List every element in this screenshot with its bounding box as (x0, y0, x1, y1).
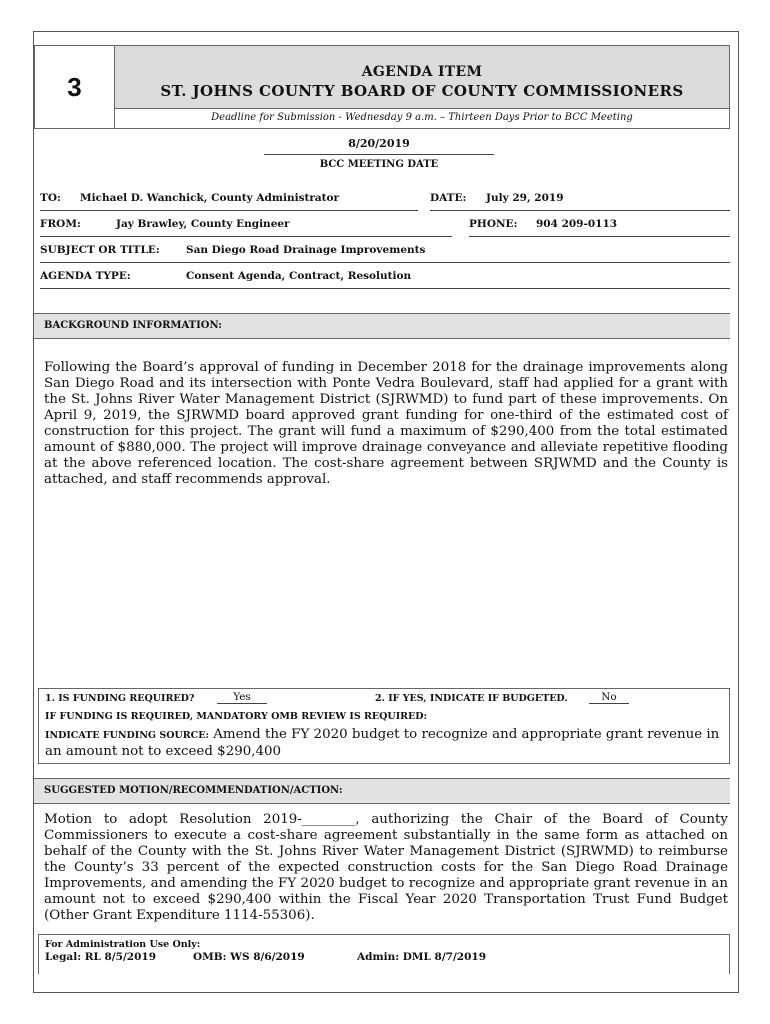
background-heading: BACKGROUND INFORMATION: (34, 313, 730, 339)
admin-legal: Legal: RL 8/5/2019 (45, 951, 156, 963)
funding-question-2: 2. IF YES, INDICATE IF BUDGETED. (375, 693, 568, 704)
background-text: Following the Board’s approval of funding in December 2018 for the drainage improvements along San Diego Road and its intersection with Ponte Vedra Boulevard, staff had applied for a grant with the St. Johns River Water Management District (SJRWMD) to fund part of these improvements. On April 9, 2019, the SJRWMD board approved grant funding for one-third of the estimated cost of construction for this project. The grant will fund a maximum of $290,400 from the total estimated amount of $880,000. The project will improve drainage conveyance and alleviate repetitive flooding at the above referenced location. The cost-share agreement between SRJWMD and the County is attached, and staff recommends approval. (44, 360, 728, 487)
deadline-note: Deadline for Submission - Wednesday 9 a.m. – Thirteen Days Prior to BCC Meeting (211, 112, 633, 123)
funding-source (45, 727, 723, 760)
header-title (115, 46, 729, 109)
motion-text: Motion to adopt Resolution 2019-________, authorizing the Chair of the Board of County Commissioners to execute a cost-share agreement substantially in the same form as attached on behalf of the County with the St. Johns River Water Management District (SJRWMD) to reimburse the County’s 33 percent of the expected construction costs for the San Diego Road Drainage Improvements, and amending the FY 2020 budget to recognize and appropriate grant revenue in an amount not to exceed $290,400 within the Fiscal Year 2020 Transportation Trust Fund Budget (Other Grant Expenditure 1114-55306). (44, 812, 728, 923)
agenda-type-label: AGENDA TYPE: (40, 270, 131, 282)
date-value: July 29, 2019 (486, 192, 564, 204)
funding-answer-1: Yes (217, 691, 267, 704)
admin-box (38, 934, 730, 974)
header-line2: ST. JOHNS COUNTY BOARD OF COUNTY COMMISSIONERS (160, 82, 684, 100)
date-underline (430, 210, 730, 211)
header-box (34, 45, 730, 129)
funding-source-label: INDICATE FUNDING SOURCE: (45, 730, 209, 741)
item-number: 3 (35, 46, 115, 128)
meeting-date-label: BCC MEETING DATE (319, 159, 439, 170)
phone-underline (469, 236, 730, 237)
header-line1: AGENDA ITEM (361, 64, 483, 80)
motion-heading: SUGGESTED MOTION/RECOMMENDATION/ACTION: (34, 778, 730, 804)
from-label: FROM: (40, 218, 81, 230)
funding-box (38, 688, 730, 764)
funding-answer-2: No (589, 691, 629, 704)
admin-label: For Administration Use Only: (45, 939, 201, 950)
funding-question-1: 1. IS FUNDING REQUIRED? (45, 693, 195, 704)
phone-value: 904 209-0113 (536, 218, 618, 230)
meeting-date: 8/20/2019 (264, 137, 494, 155)
date-label: DATE: (430, 192, 467, 204)
admin-admin: Admin: DML 8/7/2019 (357, 951, 487, 963)
agenda-type-value: Consent Agenda, Contract, Resolution (186, 270, 412, 282)
agenda-type-underline (40, 288, 730, 289)
to-value: Michael D. Wanchick, County Administrator (80, 192, 340, 204)
from-value: Jay Brawley, County Engineer (116, 218, 290, 230)
from-underline (40, 236, 452, 237)
subject-underline (40, 262, 730, 263)
subject-value: San Diego Road Drainage Improvements (186, 244, 426, 256)
to-label: TO: (40, 192, 61, 204)
phone-label: PHONE: (469, 218, 518, 230)
to-underline (40, 210, 418, 211)
admin-omb: OMB: WS 8/6/2019 (193, 951, 305, 963)
meeting-date-block (264, 137, 494, 170)
funding-source-text: Amend the FY 2020 budget to recognize and appropriate grant revenue in an amount not to exceed $290,400 (45, 727, 720, 759)
agenda-item-page (33, 31, 739, 993)
omb-review-note: IF FUNDING IS REQUIRED, MANDATORY OMB REVIEW IS REQUIRED: (45, 711, 428, 722)
subject-label: SUBJECT OR TITLE: (40, 244, 160, 256)
